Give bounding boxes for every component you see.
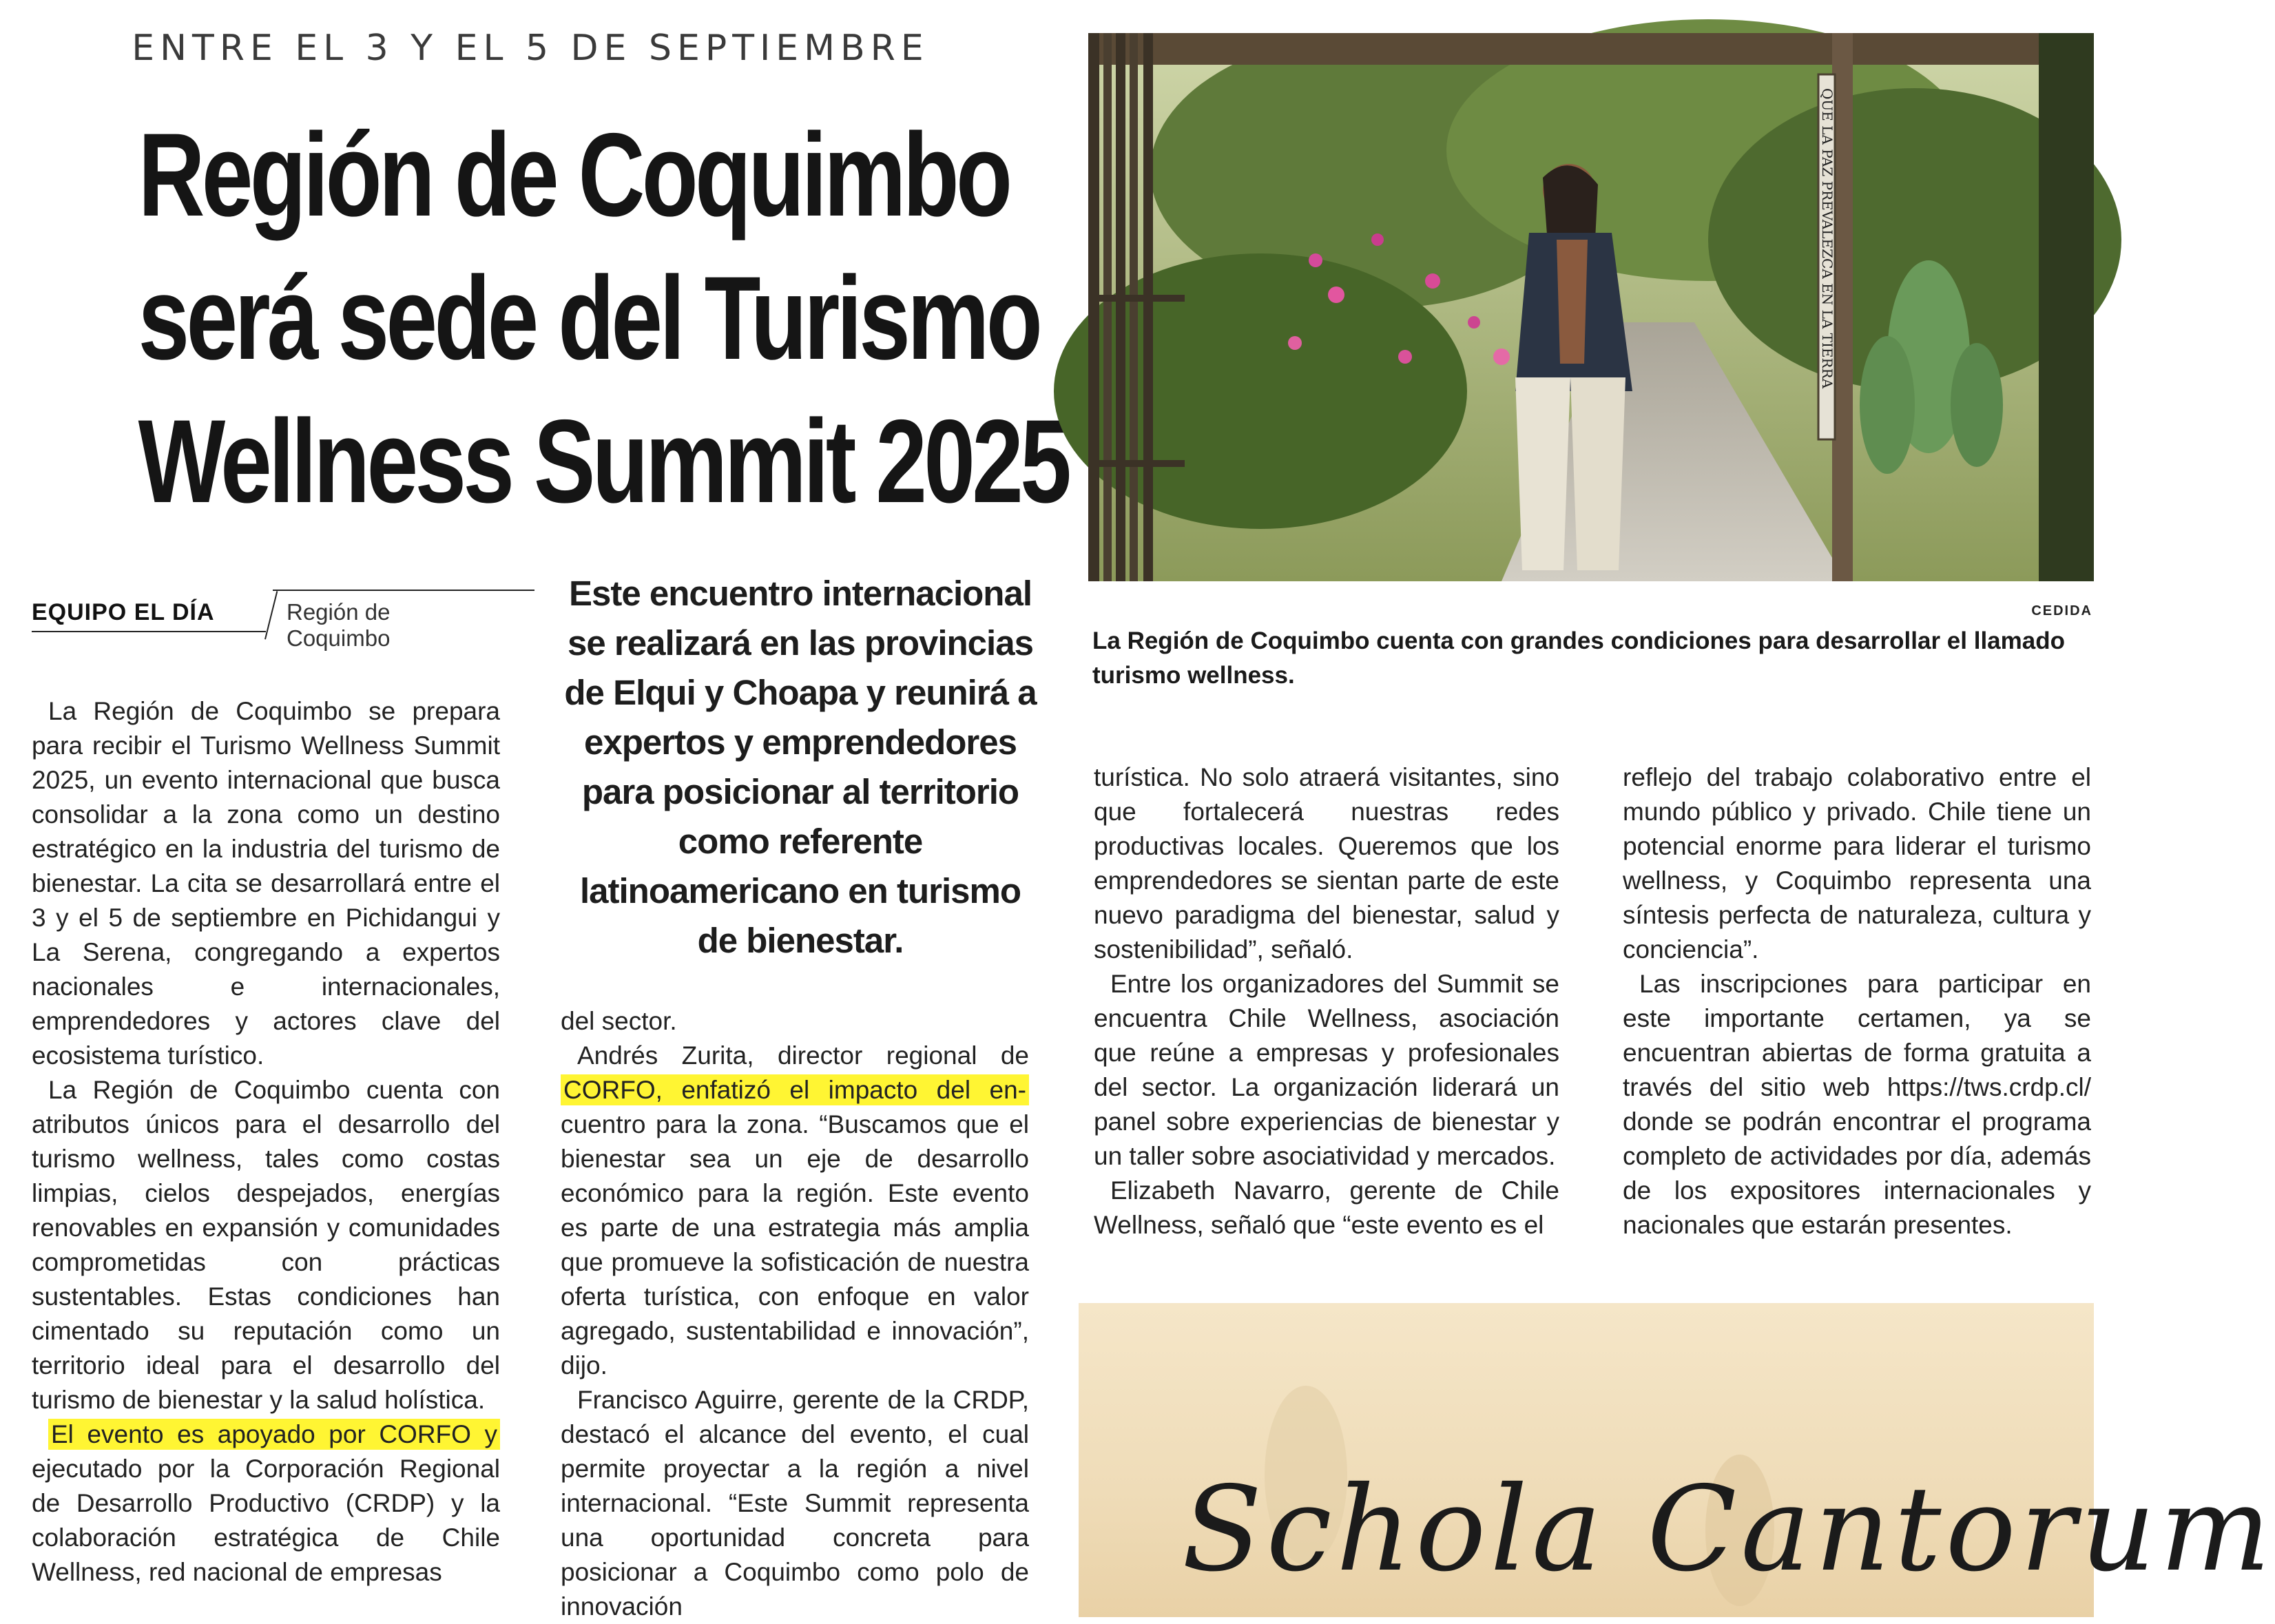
- byline-region: Región de Coquimbo: [287, 599, 391, 651]
- article-paragraph: [32, 1417, 500, 1590]
- article-paragraph: Las inscripciones para participar en este importante certamen, ya se encuentran abiertas de forma gratuita a través del sitio web https://tws.crdp.cl/ donde se podrán encontrar el programa completo de actividades por día, además de los expositores internacionales y nacionales que estarán presentes.: [1623, 970, 2091, 1239]
- article-paragraph: Entre los organizadores del Summit se encuentra Chile Wellness, asociación que reúne a empresas y profesionales del sector. La organización liderará un panel sobre experiencias de bienestar y un taller sobre asociatividad y mercados.: [1094, 970, 1559, 1170]
- article-paragraph: del sector.: [561, 1007, 677, 1035]
- photo-caption: La Región de Coquimbo cuenta con grandes condiciones para desarrollar el llamado turismo wellness.: [1092, 627, 2065, 689]
- byline-author: EQUIPO EL DÍA: [32, 599, 215, 625]
- ad-script-title: Schola Cantorum: [1182, 1461, 2275, 1598]
- article-text: ejecutado por la Corporación Regional de Desarrollo Productivo (CRDP) y la colaboración estratégica de Chile Wellness, red nacional de empresas: [32, 1455, 500, 1586]
- article-column-4: [1623, 760, 2091, 1242]
- photo-illustration: [1088, 33, 2094, 581]
- highlighted-text: CORFO, enfatizó el impacto del en-: [561, 1074, 1029, 1105]
- highlighted-text: El evento es apoyado por CORFO y: [48, 1419, 500, 1450]
- byline: [32, 590, 500, 651]
- article-paragraph: reflejo del trabajo colaborativo entre el mundo público y privado. Chile tiene un potencial enorme para liderar el turismo wellness, y Coquimbo representa una síntesis perfecta de naturaleza, cultura y conciencia”.: [1623, 763, 2091, 964]
- article-column-3: [1094, 760, 1559, 1242]
- article-lead: Este encuentro internacional se realizará en las provincias de Elqui y Choapa y reunirá a expertos y emprendedores para posicionar al territorio como referente latinoamericano en turismo de bienestar.: [564, 574, 1037, 960]
- article-photo: [1088, 33, 2094, 581]
- article-column-2: [561, 1004, 1029, 1624]
- headline-line: Wellness Summit 2025: [138, 395, 1069, 528]
- headline: [138, 103, 1069, 533]
- article-text: Andrés Zurita, director regional de: [577, 1041, 1029, 1070]
- article-paragraph: Elizabeth Navarro, gerente de Chile Wellness, señaló que “este evento es el: [1094, 1176, 1559, 1239]
- article-paragraph: La Región de Coquimbo cuenta con atributos únicos para el desarrollo del turismo wellness, tales como costas limpias, cielos despejados, energías renovables en expansión y comunidades comprometidas con prácticas sustentables. Estas condiciones han cimentado su reputación como un territorio ideal para el desarrollo del turismo de bienestar y la salud holística.: [32, 1076, 500, 1414]
- headline-line: Región de Coquimbo: [138, 109, 1010, 241]
- article-paragraph: turística. No solo atraerá visitantes, sino que fortalecerá nuestras redes productivas locales. Queremos que los emprendedores se sientan parte de este nuevo paradigma del bienestar, salud y sostenibilidad”, señaló.: [1094, 763, 1559, 964]
- photo-sign-text: QUE LA PAZ PREVALEZCA EN LA TIERRA: [1819, 88, 1836, 389]
- photo-credit: CEDIDA: [2031, 603, 2092, 618]
- byline-underline: [32, 631, 266, 632]
- advertisement: [1079, 1303, 2275, 1617]
- article-paragraph: La Región de Coquimbo se prepara para recibir el Turismo Wellness Summit 2025, un evento internacional que busca consolidar a la zona como un destino estratégico en la industria del turismo de bienestar. La cita se desarrollará entre el 3 y el 5 de septiembre en Pichidangui y La Serena, congregando a expertos nacionales e internacionales, emprendedores y actores clave del ecosistema turístico.: [32, 697, 500, 1070]
- article-column-1: [32, 694, 500, 1590]
- article-paragraph: [561, 1039, 1029, 1383]
- article-text: cuentro para la zona. “Buscamos que el bienestar sea un eje de desarrollo económico para la región. Este evento es parte de una estrategia más amplia que promueve la sofisticación de nuestra oferta turística, con enfoque en valor agregado, sustentabilidad e innovación”, dijo.: [561, 1110, 1029, 1380]
- byline-divider: [264, 591, 278, 639]
- article-paragraph: Francisco Aguirre, gerente de la CRDP, destacó el alcance del evento, el cual permite proyectar a la región a nivel internacional. “Este Summit representa una oportunidad concreta para posicionar a Coquimbo como polo de innovación: [561, 1386, 1029, 1621]
- headline-line: será sede del Turismo: [138, 252, 1040, 384]
- kicker: ENTRE EL 3 Y EL 5 DE SEPTIEMBRE: [132, 28, 929, 69]
- byline-overline: [273, 590, 534, 591]
